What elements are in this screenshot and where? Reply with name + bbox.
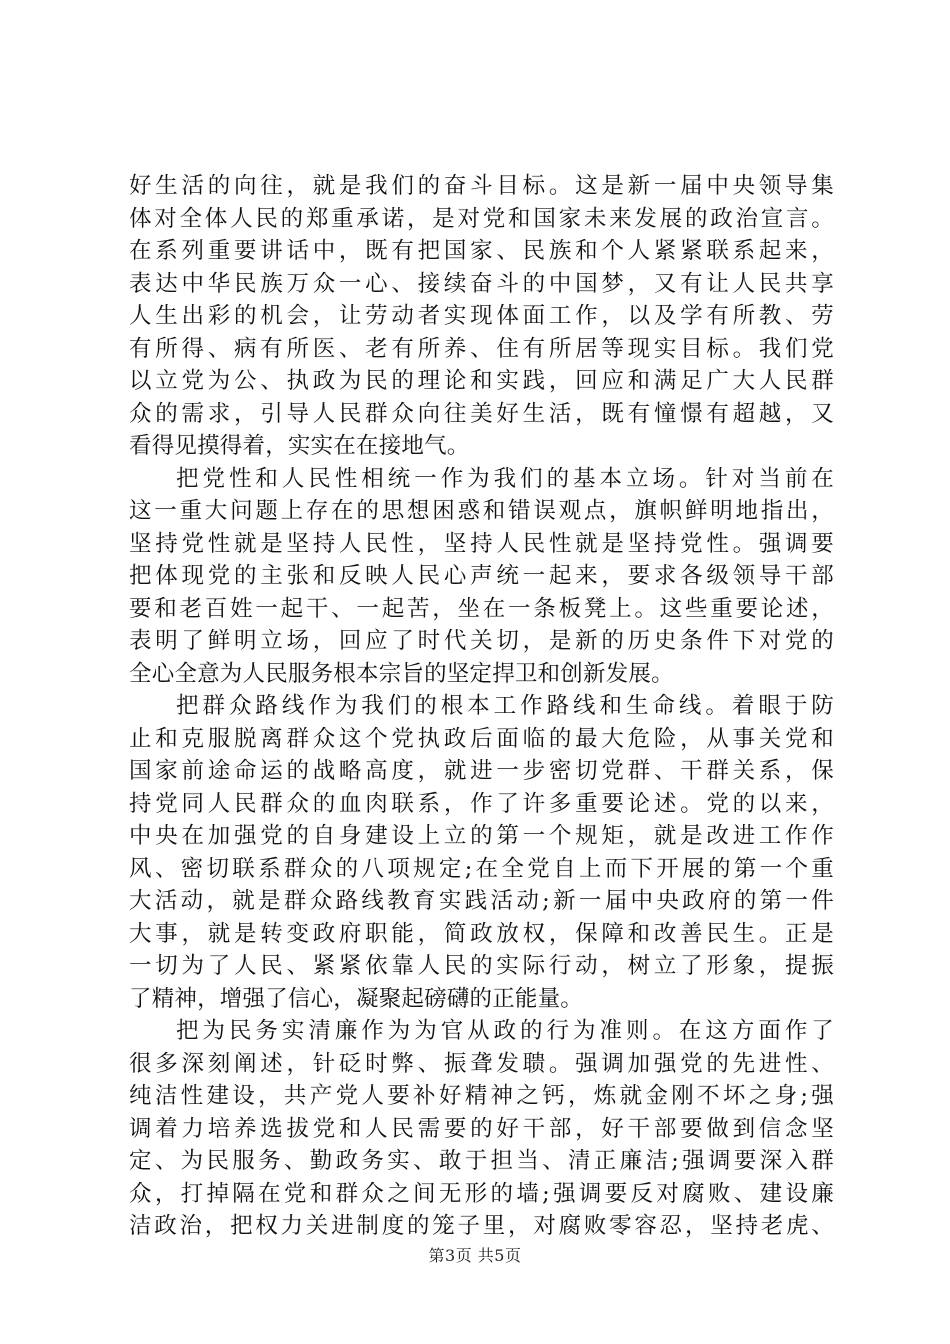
page-number-footer: 第3页 共5页 — [428, 1246, 522, 1265]
text-line: 调着力培养选拔党和人民需要的好干部，好干部要做到信念坚 — [129, 1115, 834, 1142]
text-line: 这一重大问题上存在的思想困惑和错误观点，旗帜鲜明地指出， — [129, 498, 834, 524]
text-line: 表明了鲜明立场，回应了时代关切，是新的历史条件下对党的 — [129, 628, 834, 654]
text-line: 国家前途命运的战略高度，就进一步密切党群、干群关系，保 — [129, 758, 834, 784]
text-line: 要和老百姓一起干、一起苦，坐在一条板凳上。这些重要论述， — [129, 595, 834, 622]
text-line: 了精神，增强了信心，凝聚起磅礴的正能量。 — [129, 985, 584, 1012]
text-line: 持党同人民群众的血肉联系，作了许多重要论述。党的以来， — [129, 790, 834, 817]
text-line: 看得见摸得着，实实在在接地气。 — [129, 433, 470, 459]
text-line: 众，打掉隔在党和群众之间无形的墙;强调要反对腐败、建设廉 — [129, 1180, 834, 1207]
text-line: 纯洁性建设，共产党人要补好精神之钙，炼就金刚不坏之身;强 — [129, 1083, 834, 1109]
body-text — [129, 170, 834, 1243]
paragraph-start-line: 把为民务实清廉作为为官从政的行为准则。在这方面作了 — [176, 1018, 834, 1044]
text-line: 定、为民服务、勤政务实、敢于担当、清正廉洁;强调要深入群 — [129, 1148, 834, 1174]
text-line: 洁政治，把权力关进制度的笼子里，对腐败零容忍，坚持老虎、 — [129, 1213, 834, 1239]
text-line: 体对全体人民的郑重承诺，是对党和国家未来发展的政治宣言。 — [129, 205, 834, 232]
text-line: 大事，就是转变政府职能，简政放权，保障和改善民生。正是 — [129, 920, 834, 947]
text-line: 有所得、病有所医、老有所养、住有所居等现实目标。我们党 — [129, 335, 834, 362]
text-line: 众的需求，引导人民群众向往美好生活，既有憧憬有超越，又 — [129, 400, 834, 427]
text-line: 止和克服脱离群众这个党执政后面临的最大危险，从事关党和 — [129, 725, 834, 752]
text-line: 好生活的向往，就是我们的奋斗目标。这是新一届中央领导集 — [129, 173, 834, 199]
text-line: 一切为了人民、紧紧依靠人民的实际行动，树立了形象，提振 — [129, 953, 834, 979]
text-line: 以立党为公、执政为民的理论和实践，回应和满足广大人民群 — [129, 368, 834, 394]
text-line: 大活动，就是群众路线教育实践活动;新一届中央政府的第一件 — [129, 888, 834, 914]
paragraph-start-line: 把党性和人民性相统一作为我们的基本立场。针对当前在 — [176, 465, 834, 492]
text-line: 把体现党的主张和反映人民心声统一起来，要求各级领导干部 — [129, 563, 834, 589]
text-line: 人生出彩的机会，让劳动者实现体面工作，以及学有所教、劳 — [129, 303, 834, 329]
text-line: 很多深刻阐述，针砭时弊、振聋发聩。强调加强党的先进性、 — [129, 1050, 834, 1077]
text-line: 中央在加强党的自身建设上立的第一个规矩，就是改进工作作 — [129, 823, 834, 849]
text-line: 坚持党性就是坚持人民性，坚持人民性就是坚持党性。强调要 — [129, 530, 834, 557]
paragraph-start-line: 把群众路线作为我们的根本工作路线和生命线。着眼于防 — [176, 693, 834, 719]
text-line: 表达中华民族万众一心、接续奋斗的中国梦，又有让人民共享 — [129, 270, 834, 297]
text-line: 在系列重要讲话中，既有把国家、民族和个人紧紧联系起来， — [129, 238, 834, 264]
text-line: 全心全意为人民服务根本宗旨的坚定捍卫和创新发展。 — [129, 660, 674, 687]
text-line: 风、密切联系群众的八项规定;在全党自上而下开展的第一个重 — [129, 855, 834, 882]
